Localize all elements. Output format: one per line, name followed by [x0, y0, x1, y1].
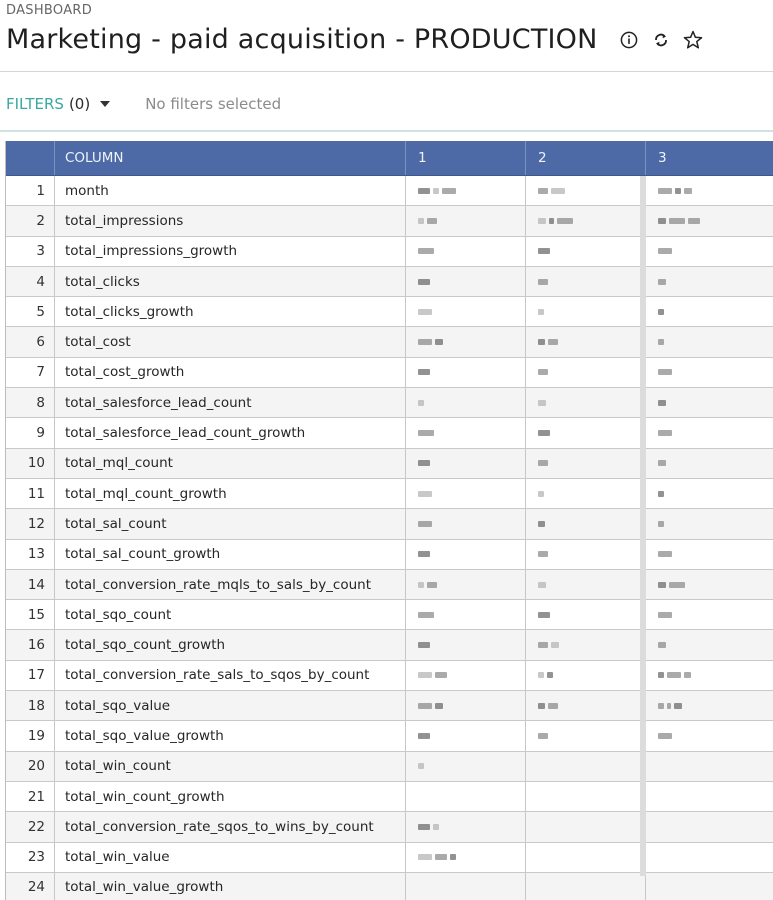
column-name-cell[interactable]: total_win_value — [55, 843, 406, 872]
table-row[interactable] — [6, 661, 773, 691]
table-row[interactable] — [6, 540, 773, 570]
redacted-value-cell[interactable] — [406, 721, 526, 750]
column-name-cell[interactable]: total_impressions — [55, 206, 406, 235]
row-index: 10 — [6, 449, 55, 478]
table-row[interactable] — [6, 358, 773, 388]
filters-dropdown[interactable] — [6, 95, 110, 113]
redacted-value-cell[interactable] — [526, 721, 646, 750]
filters-count: (0) — [68, 95, 91, 113]
column-name-cell[interactable]: total_cost_growth — [55, 358, 406, 387]
blurred-value — [418, 823, 439, 831]
blurred-value — [538, 429, 550, 437]
row-index: 21 — [6, 782, 55, 811]
blurred-value — [418, 247, 434, 255]
redacted-value-cell[interactable] — [526, 176, 646, 205]
redacted-value-cell[interactable] — [406, 358, 526, 387]
redacted-value-cell[interactable] — [526, 418, 646, 447]
header-divider — [0, 71, 773, 72]
header-col-1[interactable]: 1 — [406, 141, 526, 175]
blurred-value — [658, 278, 666, 286]
table-row[interactable] — [6, 176, 773, 206]
blurred-value — [418, 641, 430, 649]
table-row[interactable] — [6, 479, 773, 509]
redacted-value-cell[interactable] — [526, 449, 646, 478]
table-row[interactable] — [6, 449, 773, 479]
blurred-value — [418, 399, 424, 407]
blurred-value — [658, 459, 666, 467]
column-name-cell[interactable]: total_win_count — [55, 752, 406, 781]
filters-label: FILTERS — [6, 95, 64, 113]
redacted-value-cell[interactable] — [406, 752, 526, 781]
row-index: 22 — [6, 812, 55, 841]
redacted-value-cell[interactable] — [646, 721, 773, 750]
redacted-value-cell[interactable] — [646, 600, 773, 629]
redacted-value-cell[interactable] — [526, 843, 646, 872]
column-name-cell[interactable]: total_cost — [55, 327, 406, 356]
blurred-value — [538, 399, 546, 407]
blurred-value — [658, 368, 672, 376]
blurred-value — [538, 217, 573, 225]
row-index: 19 — [6, 721, 55, 750]
blurred-value — [658, 399, 666, 407]
filter-bar — [6, 92, 281, 116]
redacted-value-cell[interactable] — [406, 600, 526, 629]
redacted-value-cell[interactable] — [406, 176, 526, 205]
redacted-value-cell[interactable] — [646, 267, 773, 296]
blurred-value — [658, 247, 672, 255]
blurred-value — [658, 732, 672, 740]
row-index: 17 — [6, 661, 55, 690]
table-row[interactable] — [6, 873, 773, 900]
blurred-value — [418, 702, 443, 710]
row-index: 7 — [6, 358, 55, 387]
header-index — [6, 141, 55, 175]
redacted-value-cell[interactable] — [646, 297, 773, 326]
table-row[interactable] — [6, 509, 773, 539]
blurred-value — [418, 671, 447, 679]
column-name-cell[interactable]: month — [55, 176, 406, 205]
column-name-cell[interactable]: total_sqo_value — [55, 691, 406, 720]
blurred-value — [418, 308, 432, 316]
blurred-value — [418, 550, 430, 558]
table-row[interactable] — [6, 418, 773, 448]
refresh-icon[interactable] — [650, 29, 672, 51]
redacted-value-cell[interactable] — [406, 661, 526, 690]
row-index: 12 — [6, 509, 55, 538]
blurred-value — [538, 671, 553, 679]
column-name-cell[interactable]: total_sal_count_growth — [55, 540, 406, 569]
column-name-cell[interactable]: total_sqo_count — [55, 600, 406, 629]
redacted-value-cell[interactable] — [406, 540, 526, 569]
blurred-value — [538, 187, 565, 195]
title-row — [6, 24, 704, 55]
data-table — [5, 141, 773, 900]
blurred-value — [418, 459, 430, 467]
table-row[interactable] — [6, 297, 773, 327]
blurred-value — [418, 762, 424, 770]
row-index: 9 — [6, 418, 55, 447]
filter-divider — [0, 130, 773, 132]
redacted-value-cell[interactable] — [526, 540, 646, 569]
redacted-value-cell[interactable] — [646, 570, 773, 599]
row-index: 2 — [6, 206, 55, 235]
redacted-value-cell[interactable] — [526, 691, 646, 720]
redacted-value-cell[interactable] — [526, 358, 646, 387]
blurred-value — [538, 459, 548, 467]
redacted-value-cell[interactable] — [406, 570, 526, 599]
redacted-value-cell[interactable] — [646, 691, 773, 720]
row-index: 24 — [6, 873, 55, 900]
redacted-value-cell[interactable] — [526, 388, 646, 417]
redacted-value-cell[interactable] — [526, 600, 646, 629]
blurred-value — [418, 278, 430, 286]
redacted-value-cell[interactable] — [526, 479, 646, 508]
table-row[interactable] — [6, 237, 773, 267]
star-icon[interactable] — [682, 29, 704, 51]
blurred-value — [418, 581, 437, 589]
row-index: 18 — [6, 691, 55, 720]
table-row[interactable] — [6, 327, 773, 357]
redacted-value-cell[interactable] — [526, 752, 646, 781]
blurred-value — [418, 368, 430, 376]
table-row[interactable] — [6, 600, 773, 630]
redacted-value-cell[interactable] — [526, 812, 646, 841]
blurred-value — [658, 338, 664, 346]
table-row[interactable] — [6, 721, 773, 751]
blurred-value — [658, 520, 664, 528]
redacted-value-cell[interactable] — [646, 327, 773, 356]
blurred-value — [418, 217, 437, 225]
redacted-value-cell[interactable] — [646, 540, 773, 569]
column-name-cell[interactable]: total_conversion_rate_mqls_to_sals_by_count — [55, 570, 406, 599]
redacted-value-cell[interactable] — [406, 812, 526, 841]
redacted-value-cell[interactable] — [406, 843, 526, 872]
blurred-value — [418, 187, 456, 195]
column-name-cell[interactable]: total_clicks — [55, 267, 406, 296]
row-index: 14 — [6, 570, 55, 599]
blurred-value — [658, 490, 664, 498]
redacted-value-cell[interactable] — [526, 509, 646, 538]
column-name-cell[interactable]: total_win_count_growth — [55, 782, 406, 811]
column-name-cell[interactable]: total_sqo_count_growth — [55, 630, 406, 659]
blurred-value — [418, 520, 432, 528]
row-index: 16 — [6, 630, 55, 659]
blurred-value — [418, 338, 443, 346]
redacted-value-cell[interactable] — [406, 782, 526, 811]
column-name-cell[interactable]: total_salesforce_lead_count — [55, 388, 406, 417]
table-row[interactable] — [6, 752, 773, 782]
table-row[interactable] — [6, 630, 773, 660]
redacted-value-cell[interactable] — [646, 630, 773, 659]
redacted-value-cell[interactable] — [646, 843, 773, 872]
row-index: 20 — [6, 752, 55, 781]
title-actions — [618, 29, 704, 51]
table-row[interactable] — [6, 782, 773, 812]
redacted-value-cell[interactable] — [646, 752, 773, 781]
redacted-value-cell[interactable] — [646, 418, 773, 447]
redacted-value-cell[interactable] — [526, 630, 646, 659]
redacted-value-cell[interactable] — [646, 661, 773, 690]
column-name-cell[interactable]: total_conversion_rate_sals_to_sqos_by_count — [55, 661, 406, 690]
redacted-value-cell[interactable] — [406, 691, 526, 720]
blurred-value — [538, 611, 550, 619]
redacted-value-cell[interactable] — [646, 237, 773, 266]
column-name-cell[interactable]: total_mql_count_growth — [55, 479, 406, 508]
blurred-value — [538, 641, 559, 649]
redacted-value-cell[interactable] — [526, 206, 646, 235]
redacted-value-cell[interactable] — [406, 479, 526, 508]
blurred-value — [538, 247, 550, 255]
table-row[interactable] — [6, 812, 773, 842]
info-icon[interactable] — [618, 29, 640, 51]
redacted-value-cell[interactable] — [406, 388, 526, 417]
blurred-value — [658, 187, 692, 195]
redacted-value-cell[interactable] — [526, 267, 646, 296]
redacted-value-cell[interactable] — [526, 782, 646, 811]
row-index: 11 — [6, 479, 55, 508]
redacted-value-cell[interactable] — [406, 267, 526, 296]
blurred-value — [658, 217, 700, 225]
header-col-2[interactable]: 2 — [526, 141, 646, 175]
redacted-value-cell[interactable] — [646, 388, 773, 417]
page-title: Marketing - paid acquisition - PRODUCTION — [6, 24, 598, 55]
column-name-cell[interactable]: total_mql_count — [55, 449, 406, 478]
blurred-value — [538, 490, 544, 498]
redacted-value-cell[interactable] — [526, 237, 646, 266]
table-row[interactable] — [6, 388, 773, 418]
breadcrumb[interactable]: DASHBOARD — [6, 3, 93, 18]
redacted-value-cell[interactable] — [526, 327, 646, 356]
column-name-cell[interactable]: total_salesforce_lead_count_growth — [55, 418, 406, 447]
blurred-value — [538, 581, 546, 589]
filter-status: No filters selected — [145, 95, 282, 113]
column-name-cell[interactable]: total_clicks_growth — [55, 297, 406, 326]
redacted-value-cell[interactable] — [406, 873, 526, 900]
redacted-value-cell[interactable] — [406, 206, 526, 235]
row-index: 23 — [6, 843, 55, 872]
redacted-value-cell[interactable] — [406, 297, 526, 326]
column-scroll-divider[interactable] — [640, 176, 646, 876]
redacted-value-cell[interactable] — [646, 782, 773, 811]
blurred-value — [538, 732, 548, 740]
redacted-value-cell[interactable] — [646, 479, 773, 508]
table-row[interactable] — [6, 843, 773, 873]
row-index: 4 — [6, 267, 55, 296]
chevron-down-icon — [100, 101, 110, 107]
blurred-value — [658, 308, 664, 316]
blurred-value — [418, 732, 430, 740]
blurred-value — [658, 429, 672, 437]
blurred-value — [658, 550, 672, 558]
row-index: 5 — [6, 297, 55, 326]
redacted-value-cell[interactable] — [406, 449, 526, 478]
header-column[interactable]: COLUMN — [55, 141, 406, 175]
row-index: 8 — [6, 388, 55, 417]
column-name-cell[interactable]: total_conversion_rate_sqos_to_wins_by_count — [55, 812, 406, 841]
redacted-value-cell[interactable] — [646, 449, 773, 478]
redacted-value-cell[interactable] — [526, 570, 646, 599]
redacted-value-cell[interactable] — [526, 297, 646, 326]
redacted-value-cell[interactable] — [406, 509, 526, 538]
redacted-value-cell[interactable] — [646, 509, 773, 538]
redacted-value-cell[interactable] — [526, 873, 646, 900]
column-name-cell[interactable]: total_sqo_value_growth — [55, 721, 406, 750]
blurred-value — [658, 702, 682, 710]
blurred-value — [418, 490, 432, 498]
blurred-value — [658, 671, 691, 679]
blurred-value — [538, 520, 545, 528]
redacted-value-cell[interactable] — [526, 661, 646, 690]
row-index: 3 — [6, 237, 55, 266]
blurred-value — [658, 641, 666, 649]
redacted-value-cell[interactable] — [646, 812, 773, 841]
blurred-value — [658, 611, 672, 619]
column-name-cell[interactable]: total_impressions_growth — [55, 237, 406, 266]
redacted-value-cell[interactable] — [646, 358, 773, 387]
redacted-value-cell[interactable] — [646, 206, 773, 235]
blurred-value — [418, 429, 434, 437]
row-index: 1 — [6, 176, 55, 205]
blurred-value — [538, 550, 548, 558]
redacted-value-cell[interactable] — [406, 630, 526, 659]
blurred-value — [418, 611, 434, 619]
redacted-value-cell[interactable] — [406, 237, 526, 266]
table-row[interactable] — [6, 691, 773, 721]
blurred-value — [538, 368, 548, 376]
blurred-value — [658, 581, 685, 589]
blurred-value — [538, 338, 558, 346]
column-name-cell[interactable]: total_sal_count — [55, 509, 406, 538]
table-row[interactable] — [6, 267, 773, 297]
redacted-value-cell[interactable] — [406, 418, 526, 447]
redacted-value-cell[interactable] — [406, 327, 526, 356]
blurred-value — [538, 308, 544, 316]
blurred-value — [418, 853, 456, 861]
column-name-cell[interactable]: total_win_value_growth — [55, 873, 406, 900]
blurred-value — [538, 702, 558, 710]
table-row[interactable] — [6, 206, 773, 236]
blurred-value — [538, 278, 548, 286]
table-row[interactable] — [6, 570, 773, 600]
row-index: 13 — [6, 540, 55, 569]
redacted-value-cell[interactable] — [646, 176, 773, 205]
redacted-value-cell[interactable] — [646, 873, 773, 900]
header-col-3[interactable]: 3 — [646, 141, 773, 175]
row-index: 6 — [6, 327, 55, 356]
row-index: 15 — [6, 600, 55, 629]
table-header-row — [6, 141, 773, 176]
